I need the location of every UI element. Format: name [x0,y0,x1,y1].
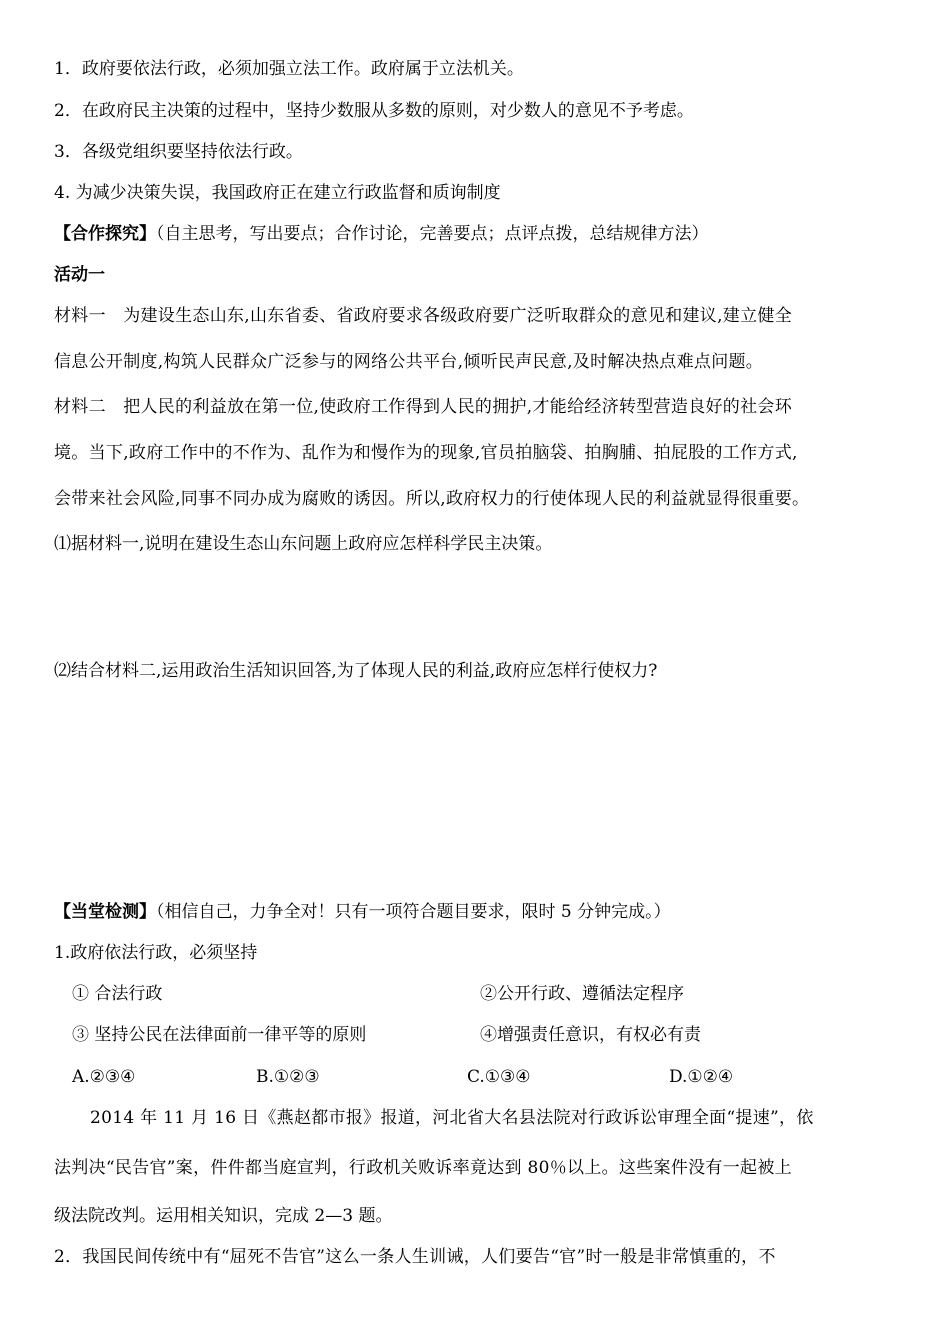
test-q1-choice-a: A.②③④ [72,1067,136,1087]
test-q1-item-3: ③ 坚持公民在法律面前一律平等的原则 [72,1025,367,1045]
cooperation-note: （自主思考，写出要点；合作讨论，完善要点；点评点拨，总结规律方法） [156,224,709,244]
statement-3: 3．各级党组织要坚持依法行政。 [54,142,303,162]
material2-line-3: 会带来社会风险,同事不同办成为腐败的诱因。所以,政府权力的行使体现人民的利益就显得很重要。 [54,489,810,509]
material2-line-2: 境。当下,政府工作中的不作为、乱作为和慢作为的现象,官员拍脑袋、拍胸脯、拍屁股的工作方式, [54,443,798,463]
question-2: ⑵结合材料二,运用政治生活知识回答,为了体现人民的利益,政府应怎样行使权力? [54,661,658,681]
statement-1: 1．政府要依法行政，必须加强立法工作。政府属于立法机关。 [54,59,524,79]
question-1: ⑴据材料一,说明在建设生态山东问题上政府应怎样科学民主决策。 [54,534,553,554]
test-header [54,901,671,923]
cooperation-title: 【合作探究】 [54,224,156,244]
passage-line-1: 2014 年 11 月 16 日《燕赵都市报》报道，河北省大名县法院对行政诉讼审理全面“提速”，依 [90,1108,814,1128]
statement-2: 2．在政府民主决策的过程中，坚持少数服从多数的原则，对少数人的意见不予考虑。 [54,101,694,121]
material1-line-1: 材料一 为建设生态山东,山东省委、省政府要求各级政府要广泛听取群众的意见和建议,建立健全 [54,306,793,326]
test-q1-stem: 1.政府依法行政，必须坚持 [54,943,258,963]
activity-title: 活动一 [54,265,105,285]
material1-line-2: 信息公开制度,构筑人民群众广泛参与的网络公共平台,倾听民声民意,及时解决热点难点问题。 [54,352,764,372]
passage-line-2: 法判决“民告官”案，件件都当庭宣判，行政机关败诉率竟达到 80％以上。这些案件没有一起被上 [54,1158,792,1178]
test-q1-choice-d: D.①②④ [669,1067,734,1087]
test-q1-choice-b: B.①②③ [256,1067,320,1087]
passage-line-3: 级法院改判。运用相关知识，完成 2—3 题。 [54,1206,393,1226]
test-q2-stem: 2．我国民间传统中有“屈死不告官”这么一条人生训诫，人们要告“官”时一般是非常慎重的，不 [54,1247,776,1267]
test-note: （相信自己，力争全对！只有一项符合题目要求，限时 5 分钟完成。） [156,902,671,922]
test-q1-item-2: ②公开行政、遵循法定程序 [480,984,684,1004]
material2-line-1: 材料二 把人民的利益放在第一位,使政府工作得到人民的拥护,才能给经济转型营造良好的社会环 [54,397,793,417]
statement-4: 4. 为减少决策失误，我国政府正在建立行政监督和质询制度 [54,183,501,203]
test-q1-item-1: ① 合法行政 [72,984,163,1004]
test-title: 【当堂检测】 [54,902,156,922]
test-q1-item-4: ④增强责任意识，有权必有责 [480,1025,701,1045]
test-q1-choice-c: C.①③④ [467,1067,531,1087]
cooperation-header [54,223,709,245]
